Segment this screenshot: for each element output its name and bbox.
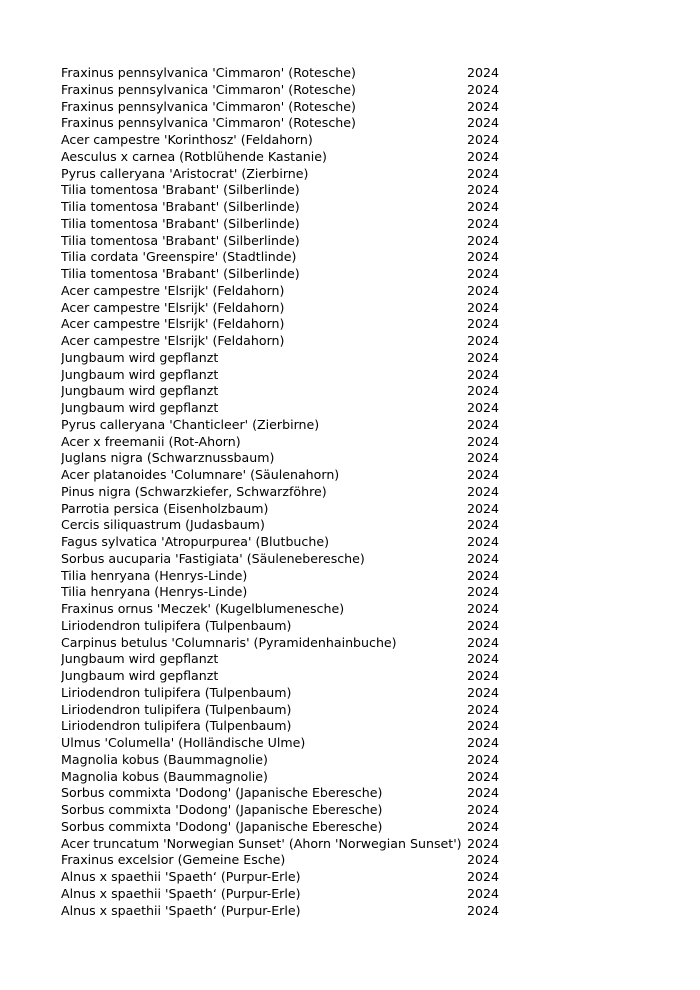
tree-name-cell: Sorbus commixta 'Dodong' (Japanische Eberesche) (61, 802, 383, 817)
tree-name-cell: Aesculus x carnea (Rotblühende Kastanie) (61, 148, 327, 164)
tree-name-cell: Sorbus aucuparia 'Fastigiata' (Säuleneberesche) (61, 550, 365, 566)
planting-year-cell: 2024 (467, 534, 500, 549)
table-row (61, 785, 521, 802)
table-row (61, 517, 521, 534)
tree-name-cell: Alnus x spaethii 'Spaeth‘ (Purpur-Erle) (61, 902, 301, 918)
planting-year-cell: 2024 (467, 433, 500, 449)
tree-name-cell: Fraxinus pennsylvanica 'Cimmaron' (Rotesche) (61, 81, 356, 97)
planting-year-cell: 2024 (467, 517, 500, 533)
tree-name-cell: Tilia tomentosa 'Brabant' (Silberlinde) (61, 232, 300, 248)
planting-year-cell: 2024 (467, 266, 500, 281)
tree-name-cell: Acer campestre 'Elsrijk' (Feldahorn) (61, 316, 285, 332)
table-row (61, 300, 521, 317)
tree-name-cell: Acer platanoides 'Columnare' (Säulenahorn) (61, 467, 340, 482)
tree-name-cell: Jungbaum wird gepflanzt (61, 366, 219, 382)
table-row (61, 316, 521, 333)
planting-year-cell: 2024 (467, 802, 500, 817)
table-row (61, 484, 521, 501)
tree-name-cell: Tilia henryana (Henrys-Linde) (61, 567, 248, 583)
planting-year-cell: 2024 (467, 467, 500, 482)
tree-rows (61, 65, 521, 919)
table-row (61, 718, 521, 735)
table-row (61, 886, 521, 903)
planting-year-cell: 2024 (467, 400, 500, 415)
planting-year-cell: 2024 (467, 249, 500, 265)
table-row (61, 618, 521, 635)
table-row (61, 350, 521, 367)
planting-year-cell: 2024 (467, 316, 500, 332)
table-row (61, 182, 521, 199)
tree-name-cell: Magnolia kobus (Baummagnolie) (61, 751, 268, 767)
table-row (61, 769, 521, 786)
tree-name-cell: Acer x freemanii (Rot-Ahorn) (61, 433, 241, 449)
tree-name-cell: Liriodendron tulipifera (Tulpenbaum) (61, 617, 292, 633)
planting-year-cell: 2024 (467, 65, 500, 80)
tree-name-cell: Tilia tomentosa 'Brabant' (Silberlinde) (61, 182, 300, 198)
tree-name-cell: Jungbaum wird gepflanzt (61, 651, 219, 667)
tree-name-cell: Tilia tomentosa 'Brabant' (Silberlinde) (61, 266, 300, 281)
table-row (61, 903, 521, 920)
tree-name-cell: Liriodendron tulipifera (Tulpenbaum) (61, 718, 292, 734)
tree-name-cell: Cercis siliquastrum (Judasbaum) (61, 517, 265, 533)
tree-name-cell: Tilia tomentosa 'Brabant' (Silberlinde) (61, 199, 300, 214)
tree-name-cell: Liriodendron tulipifera (Tulpenbaum) (61, 684, 292, 700)
planting-year-cell: 2024 (467, 768, 500, 784)
tree-name-cell: Jungbaum wird gepflanzt (61, 668, 219, 683)
table-row (61, 249, 521, 266)
table-row (61, 233, 521, 250)
planting-year-cell: 2024 (467, 617, 500, 633)
table-row (61, 802, 521, 819)
table-row (61, 467, 521, 484)
planting-year-cell: 2024 (467, 383, 500, 399)
planting-year-cell: 2024 (467, 182, 500, 198)
planting-year-cell: 2024 (467, 751, 500, 767)
table-row (61, 635, 521, 652)
planting-year-cell: 2024 (467, 701, 500, 717)
tree-name-cell: Alnus x spaethii 'Spaeth‘ (Purpur-Erle) (61, 885, 301, 901)
planting-year-cell: 2024 (467, 165, 500, 181)
table-row (61, 651, 521, 668)
tree-name-cell: Pyrus calleryana 'Chanticleer' (Zierbirne) (61, 416, 320, 432)
tree-name-cell: Acer campestre 'Korinthosz' (Feldahorn) (61, 132, 313, 147)
table-row (61, 450, 521, 467)
table-row (61, 501, 521, 518)
table-row (61, 199, 521, 216)
tree-name-cell: Fraxinus excelsior (Gemeine Esche) (61, 852, 286, 868)
table-row (61, 333, 521, 350)
planting-year-cell: 2024 (467, 785, 500, 801)
planting-year-cell: 2024 (467, 567, 500, 583)
tree-name-cell: Fagus sylvatica 'Atropurpurea' (Blutbuche) (61, 534, 329, 549)
table-row (61, 417, 521, 434)
tree-name-cell: Sorbus commixta 'Dodong' (Japanische Eberesche) (61, 785, 383, 801)
table-row (61, 685, 521, 702)
table-row (61, 149, 521, 166)
tree-name-cell: Juglans nigra (Schwarznussbaum) (61, 450, 275, 466)
tree-name-cell: Tilia henryana (Henrys-Linde) (61, 584, 248, 600)
planting-year-cell: 2024 (467, 450, 500, 466)
tree-name-cell: Acer campestre 'Elsrijk' (Feldahorn) (61, 333, 285, 348)
table-row (61, 266, 521, 283)
tree-name-cell: Alnus x spaethii 'Spaeth‘ (Purpur-Erle) (61, 869, 301, 884)
table-row (61, 216, 521, 233)
planting-year-cell: 2024 (467, 115, 500, 131)
planting-year-cell: 2024 (467, 98, 500, 114)
planting-year-cell: 2024 (467, 584, 500, 600)
planting-year-cell: 2024 (467, 818, 500, 834)
planting-year-cell: 2024 (467, 148, 500, 164)
planting-year-cell: 2024 (467, 902, 500, 918)
planting-year-cell: 2024 (467, 366, 500, 382)
table-row (61, 584, 521, 601)
planting-year-cell: 2024 (467, 684, 500, 700)
tree-name-cell: Ulmus 'Columella' (Holländische Ulme) (61, 735, 306, 750)
table-row (61, 752, 521, 769)
table-row (61, 819, 521, 836)
tree-name-cell: Tilia tomentosa 'Brabant' (Silberlinde) (61, 215, 300, 231)
planting-year-cell: 2024 (467, 885, 500, 901)
table-row (61, 283, 521, 300)
planting-year-cell: 2024 (467, 132, 500, 147)
planting-year-cell: 2024 (467, 735, 500, 750)
tree-name-cell: Fraxinus pennsylvanica 'Cimmaron' (Rotesche) (61, 65, 356, 80)
tree-name-cell: Jungbaum wird gepflanzt (61, 400, 219, 415)
tree-name-cell: Jungbaum wird gepflanzt (61, 349, 219, 365)
table-row (61, 869, 521, 886)
planting-year-cell: 2024 (467, 500, 500, 516)
tree-name-cell: Liriodendron tulipifera (Tulpenbaum) (61, 701, 292, 717)
table-row (61, 99, 521, 116)
planting-year-cell: 2024 (467, 232, 500, 248)
planting-year-cell: 2024 (467, 483, 500, 499)
planting-year-cell: 2024 (467, 718, 500, 734)
table-row (61, 82, 521, 99)
planting-year-cell: 2024 (467, 668, 500, 683)
planting-year-cell: 2024 (467, 550, 500, 566)
table-row (61, 601, 521, 618)
planting-year-cell: 2024 (467, 349, 500, 365)
tree-name-cell: Sorbus commixta 'Dodong' (Japanische Eberesche) (61, 818, 383, 834)
tree-name-cell: Fraxinus ornus 'Meczek' (Kugelblumenesche) (61, 601, 345, 616)
table-row (61, 852, 521, 869)
tree-name-cell: Acer truncatum 'Norwegian Sunset' (Ahorn 'Norwegian Sunset') (61, 835, 462, 851)
table-row (61, 568, 521, 585)
table-row (61, 702, 521, 719)
planting-year-cell: 2024 (467, 81, 500, 97)
table-row (61, 132, 521, 149)
table-row (61, 166, 521, 183)
table-row (61, 668, 521, 685)
tree-name-cell: Fraxinus pennsylvanica 'Cimmaron' (Rotesche) (61, 115, 356, 131)
planting-year-cell: 2024 (467, 299, 500, 315)
tree-planting-table (61, 65, 521, 919)
planting-year-cell: 2024 (467, 416, 500, 432)
tree-name-cell: Jungbaum wird gepflanzt (61, 383, 219, 399)
planting-year-cell: 2024 (467, 215, 500, 231)
tree-name-cell: Acer campestre 'Elsrijk' (Feldahorn) (61, 282, 285, 298)
table-row (61, 115, 521, 132)
table-row (61, 400, 521, 417)
table-row (61, 836, 521, 853)
tree-name-cell: Fraxinus pennsylvanica 'Cimmaron' (Rotesche) (61, 98, 356, 114)
table-row (61, 65, 521, 82)
table-row (61, 534, 521, 551)
planting-year-cell: 2024 (467, 199, 500, 214)
tree-name-cell: Magnolia kobus (Baummagnolie) (61, 768, 268, 784)
planting-year-cell: 2024 (467, 601, 500, 616)
planting-year-cell: 2024 (467, 835, 500, 851)
tree-name-cell: Carpinus betulus 'Columnaris' (Pyramidenhainbuche) (61, 634, 397, 650)
tree-name-cell: Pyrus calleryana 'Aristocrat' (Zierbirne) (61, 165, 309, 181)
planting-year-cell: 2024 (467, 333, 500, 348)
tree-name-cell: Acer campestre 'Elsrijk' (Feldahorn) (61, 299, 285, 315)
planting-year-cell: 2024 (467, 869, 500, 884)
planting-year-cell: 2024 (467, 282, 500, 298)
table-row (61, 735, 521, 752)
planting-year-cell: 2024 (467, 634, 500, 650)
tree-name-cell: Tilia cordata 'Greenspire' (Stadtlinde) (61, 249, 297, 265)
table-row (61, 551, 521, 568)
tree-name-cell: Parrotia persica (Eisenholzbaum) (61, 500, 269, 516)
planting-year-cell: 2024 (467, 852, 500, 868)
table-row (61, 383, 521, 400)
planting-year-cell: 2024 (467, 651, 500, 667)
tree-name-cell: Pinus nigra (Schwarzkiefer, Schwarzföhre) (61, 483, 327, 499)
table-row (61, 434, 521, 451)
table-row (61, 367, 521, 384)
